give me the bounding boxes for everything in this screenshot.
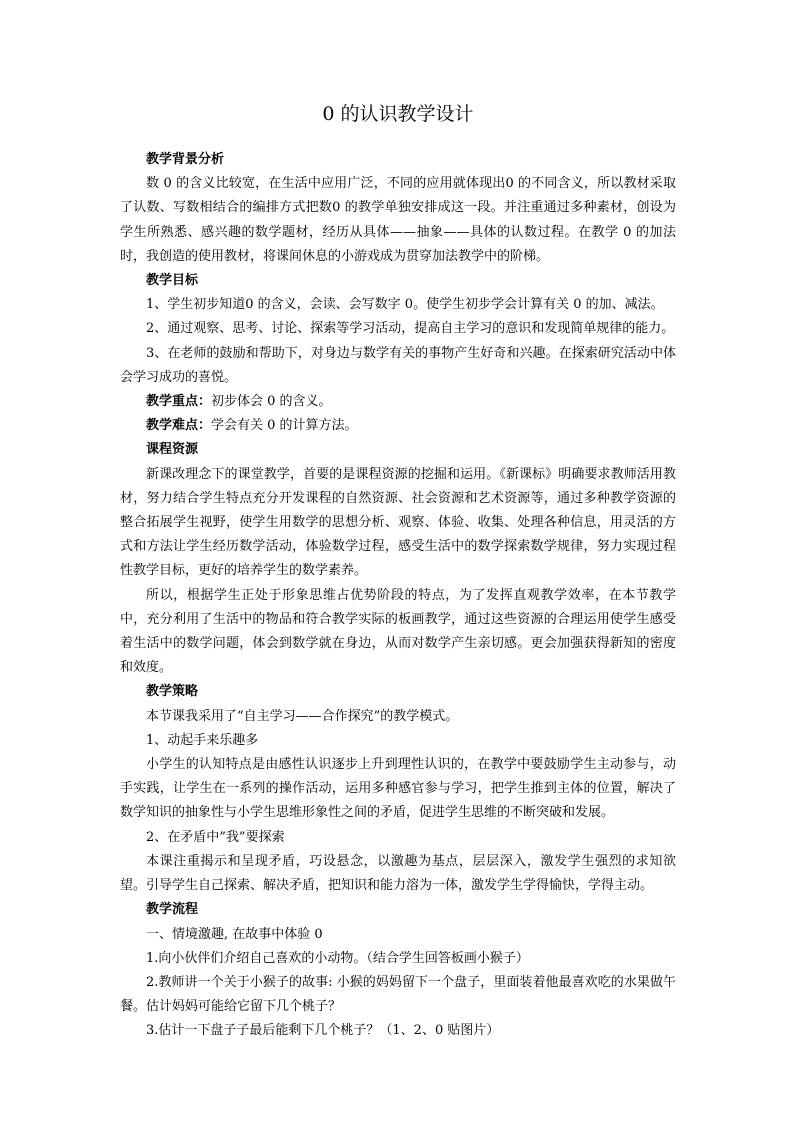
difficulty-label: 教学难点： (146, 418, 212, 434)
goal-item-2: 2、通过观察、思考、讨论、探索等学习活动，提高自主学习的意识和发现简单规律的能力。 (146, 321, 675, 337)
paragraph-resources-2: 所以，根据学生正处于形象思维占优势阶段的特点，为了发挥直观教学效率，在本节教学中，充分利用了生活中的物品和符合教学实际的板画教学，通过这些资源的合理运用使学生感受着生活中的数学问题，体会到数学就在身边，从而对数学产生亲切感。更会加强获得新知的密度和效度。 (120, 587, 676, 676)
paragraph-background: 数 0 的含义比较宽，在生活中应用广泛，不同的应用就体现出0 的不同含义，所以教材采取了认数、写数相结合的编排方式把数0 的教学单独安排成这一段。并注重通过多种素材，创设为学生所熟悉、感兴趣的数学题材，经历从具体——抽象——具体的认数过程。在教学 0 的加法时，我创造的使用教材，将课间休息的小游戏成为贯穿加法教学中的阶梯。 (120, 176, 676, 264)
key-point-text: 初步体会 0 的含义。 (211, 394, 332, 410)
strategy-1-text: 小学生的认知特点是由感性认识逐步上升到理性认识的，在教学中要鼓励学生主动参与，动手实践，让学生在一系列的操作活动，运用多种感官参与学习，把学生推到主体的位置，解决了数学知识的抽象性与小学生思维形象性之间的矛盾，促进学生思维的不断突破和发展。 (120, 757, 676, 821)
heading-strategy: 教学策略 (146, 684, 199, 700)
goal-item-1: 1、学生初步知道0 的含义，会读、会写数字 0。使学生初步学会计算有关 0 的加、减法。 (146, 297, 664, 313)
flow-step-2: 2.教师讲一个关于小猴子的故事: 小猴的妈妈留下一个盘子，里面装着他最喜欢吃的水果做午餐。估计妈妈可能给它留下几个桃子？ (120, 974, 676, 1015)
page-title: 0 的认识教学设计 (322, 103, 474, 125)
paragraph-resources-1: 新课改理念下的课堂教学，首要的是课程资源的挖掘和运用。《新课标》明确要求教师活用教材，努力结合学生特点充分开发课程的自然资源、社会资源和艺术资源等，通过多种教学资源的整合拓展学生视野，使学生用数学的思想分析、观察、体验、收集、处理各种信息，用灵活的方式和方法让学生经历数学活动，体验数学过程，感受生活中的数学探索数学规律，努力实现过程性教学目标，更好的培养学生的数学素养。 (120, 466, 676, 579)
heading-resources: 课程资源 (146, 442, 199, 458)
heading-background: 教学背景分析 (146, 152, 225, 167)
difficulty-line (120, 414, 676, 438)
heading-flow: 教学流程 (146, 902, 199, 918)
document-page (120, 100, 676, 1044)
flow-step-3: 3.估计一下盘子子最后能剩下几个桃子？（1、2、0 贴图片） (146, 1023, 500, 1039)
heading-goals: 教学目标 (146, 273, 199, 289)
key-point-label: 教学重点： (146, 394, 212, 410)
difficulty-text: 学会有关 0 的计算方法。 (211, 418, 358, 434)
strategy-2-title: 2、在矛盾中”我”要探索 (146, 829, 285, 845)
flow-step-1: 1.向小伙伴们介绍自己喜欢的小动物。（结合学生回答板画小猴子） (146, 950, 529, 966)
strategy-1-title: 1、动起手来乐趣多 (146, 732, 259, 748)
paragraph-strategy-intro: 本节课我采用了“自主学习——合作探究”的教学模式。 (146, 708, 459, 724)
goal-item-3: 3、在老师的鼓励和帮助下，对身边与数学有关的事物产生好奇和兴趣。在探索研究活动中体会学习成功的喜悦。 (120, 345, 676, 385)
strategy-2-text: 本课注重揭示和呈现矛盾，巧设悬念，以激趣为基点，层层深入，激发学生强烈的求知欲望。引导学生自己探索、解决矛盾，把知识和能力溶为一体，激发学生学得愉快，学得主动。 (120, 853, 676, 894)
key-point-line (120, 390, 676, 414)
flow-part-1: 一、情境激趣, 在故事中体验 0 (146, 926, 323, 942)
